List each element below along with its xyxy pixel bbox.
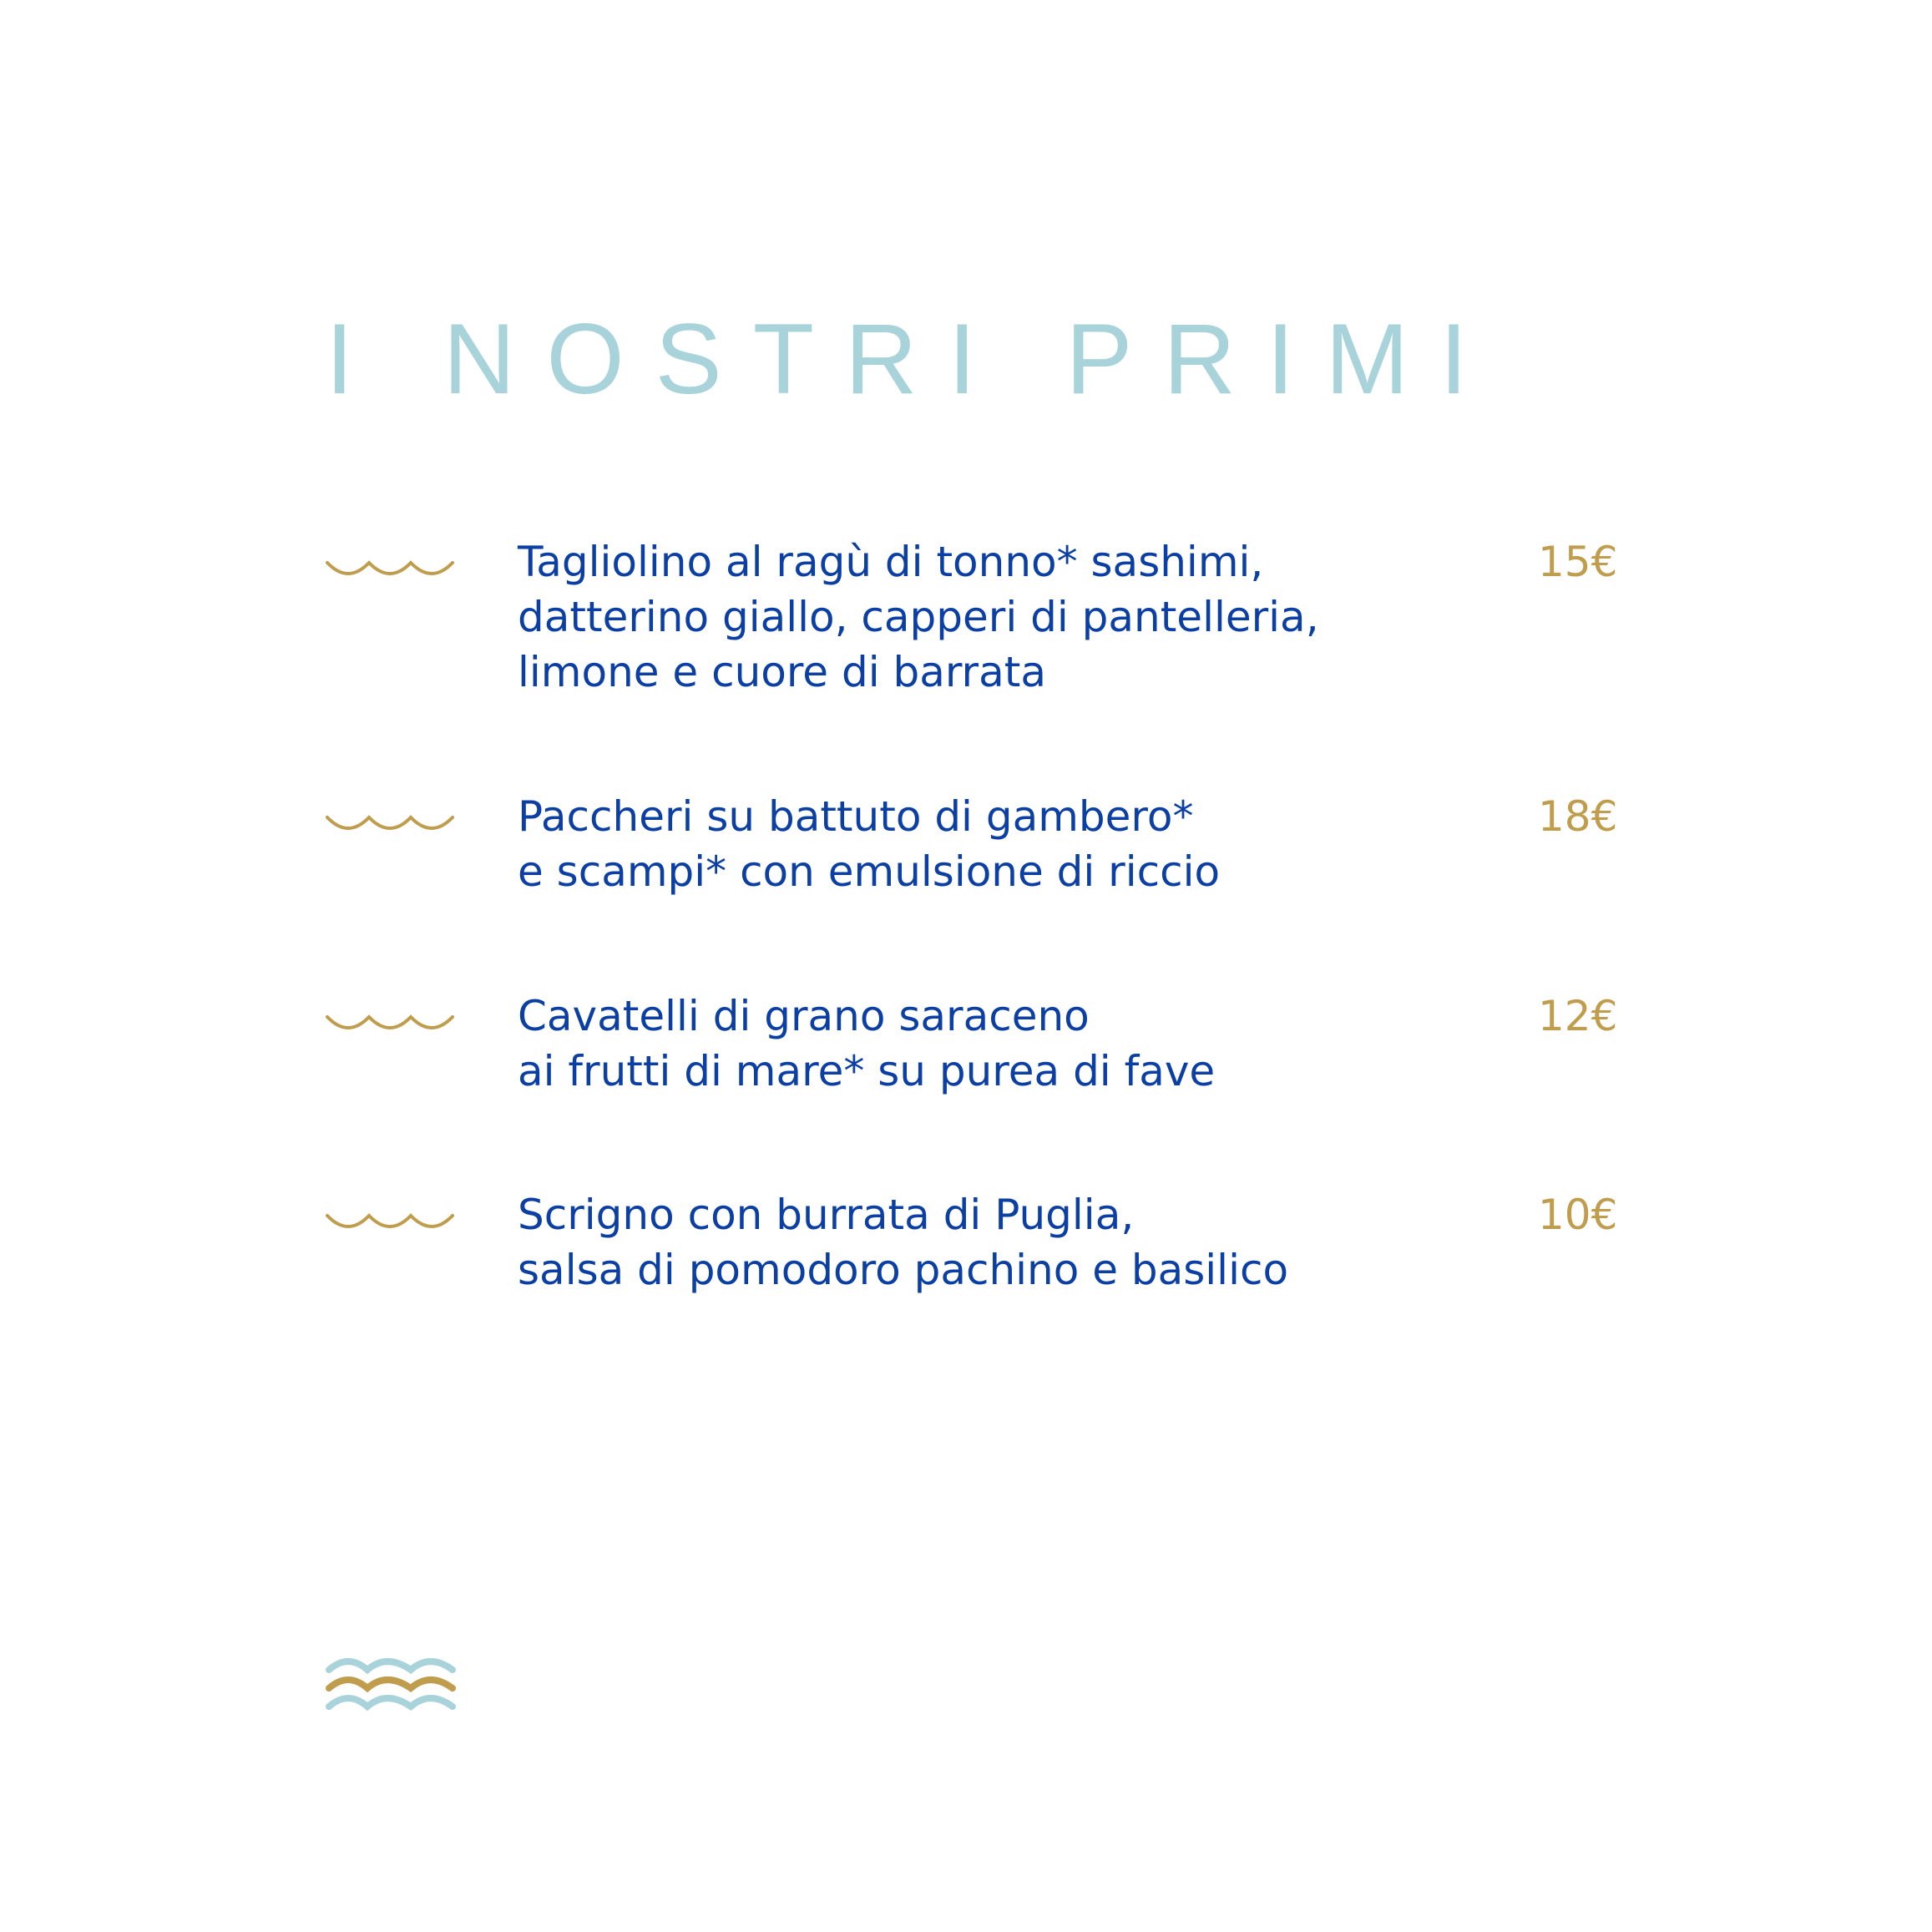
dish-price: 10€: [1538, 1191, 1618, 1239]
dish-price: 18€: [1538, 792, 1618, 841]
dish-description: [518, 1187, 1288, 1297]
dish-description: [518, 534, 1319, 700]
dish-line: Scrigno con burrata di Puglia,: [518, 1191, 1135, 1239]
dish-description: [518, 989, 1215, 1099]
page-title: I NOSTRI PRIMI: [326, 303, 1499, 415]
dish-line: Paccheri su battuto di gambero*: [518, 792, 1194, 841]
dish-price: 15€: [1538, 538, 1618, 586]
dish-line: ai frutti di mare* su purea di fave: [518, 1047, 1216, 1095]
dish-line: datterino giallo, capperi di pantelleria,: [518, 593, 1319, 641]
dish-line: Tagliolino al ragù di tonno* sashimi,: [518, 538, 1264, 586]
dish-line: salsa di pomodoro pachino e basilico: [518, 1246, 1289, 1294]
wave-icon: [326, 814, 456, 839]
dish-price: 12€: [1538, 992, 1618, 1040]
dish-description: [518, 789, 1220, 899]
waves-logo-icon: [326, 1658, 456, 1718]
dish-line: Cavatelli di grano saraceno: [518, 992, 1090, 1040]
dish-line: limone e cuore di barrata: [518, 648, 1046, 696]
wave-icon: [326, 1212, 456, 1237]
dish-line: e scampi* con emulsione di riccio: [518, 847, 1221, 896]
wave-icon: [326, 559, 456, 584]
wave-icon: [326, 1014, 456, 1039]
